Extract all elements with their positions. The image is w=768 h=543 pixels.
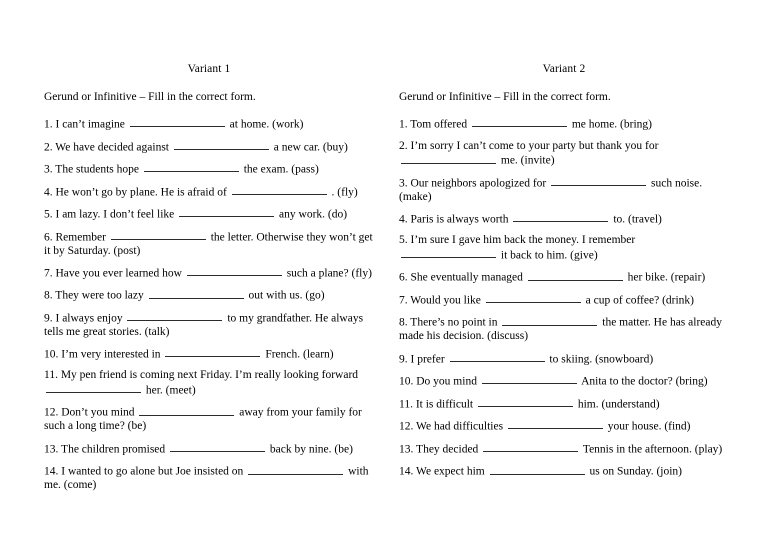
worksheet-column-variant-2 [399,62,729,487]
answer-blank[interactable] [551,176,646,186]
answer-blank[interactable] [149,288,244,298]
exercise-item [44,405,374,434]
variant-title: Variant 2 [542,63,586,75]
answer-blank[interactable] [165,347,260,357]
answer-blank[interactable] [528,270,623,280]
exercise-item [44,185,374,200]
exercise-prompt-text: 3. The students hope [44,163,139,176]
exercise-prompt-text: 1. I can’t imagine [44,118,125,131]
answer-blank[interactable] [483,442,578,452]
answer-blank[interactable] [502,315,597,325]
exercise-suffix-text: Anita to the doctor? (bring) [581,375,708,388]
exercise-suffix-text: him. (understand) [577,397,660,410]
exercise-prompt-text: 3. Our neighbors apologized for [399,177,547,190]
exercise-suffix-text: Tennis in the afternoon. (play) [582,442,723,455]
exercise-prompt-text: 2. We have decided against [44,140,169,153]
answer-blank[interactable] [490,464,585,474]
exercise-suffix-text: her bike. (repair) [627,271,706,284]
answer-blank[interactable] [111,230,206,240]
variant-title: Variant 1 [187,63,231,75]
exercise-suffix-text: a new car. (buy) [273,140,348,153]
answer-blank[interactable] [482,374,577,384]
exercise-suffix-text: away from your family for such a long time? (be) [44,406,362,433]
exercise-item [399,176,729,205]
exercise-suffix-text: French. (learn) [265,348,334,361]
answer-blank[interactable] [46,383,141,393]
exercise-suffix-text: the exam. (pass) [243,163,319,176]
answer-blank[interactable] [486,293,581,303]
exercise-item [44,464,374,493]
exercise-suffix-text: to skiing. (snowboard) [549,352,654,365]
exercise-item [44,162,374,177]
exercise-suffix-text: it back to him. (give) [500,249,598,262]
exercise-prompt-text: 9. I prefer [399,352,445,365]
exercise-item [44,311,374,340]
answer-blank[interactable] [127,311,222,321]
exercise-item [399,374,729,389]
exercise-suffix-text: to. (travel) [613,213,662,226]
exercise-prompt-text: 12. Don’t you mind [44,406,135,419]
exercise-item [399,315,729,344]
exercise-item [44,230,374,259]
exercise-suffix-text: your house. (find) [607,420,691,433]
exercise-item [399,270,729,285]
answer-blank[interactable] [513,212,608,222]
answer-blank[interactable] [144,162,239,172]
exercise-item [399,293,729,308]
worksheet-column-variant-1 [44,62,374,500]
answer-blank[interactable] [472,117,567,127]
exercise-prompt-text: 13. The children promised [44,442,166,455]
exercise-prompt-text: 10. Do you mind [399,375,477,388]
answer-blank[interactable] [170,442,265,452]
exercise-item [44,288,374,303]
exercise-item [44,369,374,398]
exercise-suffix-text: at home. (work) [229,118,304,131]
exercise-prompt-text: 2. I’m sorry I can’t come to your party but thank you for [399,139,659,152]
exercise-suffix-text: with me. (come) [44,465,369,492]
exercise-prompt-text: 13. They decided [399,442,479,455]
exercise-item [399,117,729,132]
exercise-item [44,442,374,457]
exercise-item [399,234,729,263]
exercise-prompt-text: 12. We had difficulties [399,420,504,433]
answer-blank[interactable] [179,207,274,217]
exercise-suffix-text: such noise. (make) [399,177,703,203]
exercise-prompt-text: 7. Have you ever learned how [44,267,182,280]
exercise-prompt-text: 11. My pen friend is coming next Friday. I’m really looking forward [44,369,359,382]
exercise-prompt-text: 4. He won’t go by plane. He is afraid of [44,185,227,198]
answer-blank[interactable] [187,266,282,276]
exercise-prompt-text: 9. I always enjoy [44,312,123,325]
exercise-prompt-text: 6. She eventually managed [399,271,523,284]
exercise-suffix-text: her. (meet) [145,384,196,397]
answer-blank[interactable] [478,397,573,407]
exercise-item [399,212,729,227]
exercise-suffix-text: the letter. Otherwise they won’t get it by Saturday. (post) [44,231,373,257]
exercise-prompt-text: 8. They were too lazy [44,289,144,302]
exercise-prompt-text: 4. Paris is always worth [399,213,509,226]
exercise-prompt-text: 10. I’m very interested in [44,348,161,361]
exercise-item [44,140,374,155]
answer-blank[interactable] [232,185,327,195]
exercise-list [44,117,374,493]
answer-blank[interactable] [130,117,225,127]
exercise-item [399,419,729,434]
exercise-suffix-text: a cup of coffee? (drink) [585,294,695,307]
answer-blank[interactable] [248,464,343,474]
exercise-prompt-text: 11. It is difficult [399,397,474,410]
exercise-suffix-text: out with us. (go) [248,289,325,302]
exercise-item [399,442,729,457]
answer-blank[interactable] [401,153,496,163]
exercise-prompt-text: 1. Tom offered [399,118,468,131]
answer-blank[interactable] [401,248,496,258]
exercise-item [44,347,374,362]
exercise-item [399,464,729,479]
exercise-prompt-text: 14. I wanted to go alone but Joe insisted on [44,465,244,478]
answer-blank[interactable] [174,140,269,150]
answer-blank[interactable] [139,405,234,415]
exercise-suffix-text: any work. (do) [279,208,348,221]
exercise-suffix-text: such a plane? (fly) [286,267,372,280]
instruction-text: Gerund or Infinitive – Fill in the correct form. [44,91,256,103]
exercise-prompt-text: 14. We expect him [399,465,485,478]
exercise-suffix-text: me. (invite) [500,154,555,167]
exercise-item [44,266,374,281]
exercise-suffix-text: me home. (bring) [571,118,652,131]
exercise-list [399,117,729,479]
answer-blank[interactable] [450,352,545,362]
exercise-item [44,207,374,222]
exercise-prompt-text: 5. I’m sure I gave him back the money. I remember [399,234,636,247]
exercise-prompt-text: 7. Would you like [399,294,481,307]
exercise-suffix-text: to my grandfather. He always tells me great stories. (talk) [44,312,364,338]
exercise-item [44,117,374,132]
exercise-suffix-text: . (fly) [331,185,358,198]
exercise-prompt-text: 5. I am lazy. I don’t feel like [44,208,175,221]
exercise-item [399,140,729,169]
exercise-item [399,352,729,367]
exercise-prompt-text: 6. Remember [44,231,106,243]
exercise-suffix-text: us on Sunday. (join) [589,465,683,478]
exercise-prompt-text: 8. There’s no point in [399,316,498,329]
instruction-text: Gerund or Infinitive – Fill in the correct form. [399,91,611,103]
exercise-suffix-text: back by nine. (be) [269,442,353,455]
answer-blank[interactable] [508,419,603,429]
exercise-suffix-text: the matter. He has already made his decision. (discuss) [399,316,722,343]
exercise-item [399,397,729,412]
